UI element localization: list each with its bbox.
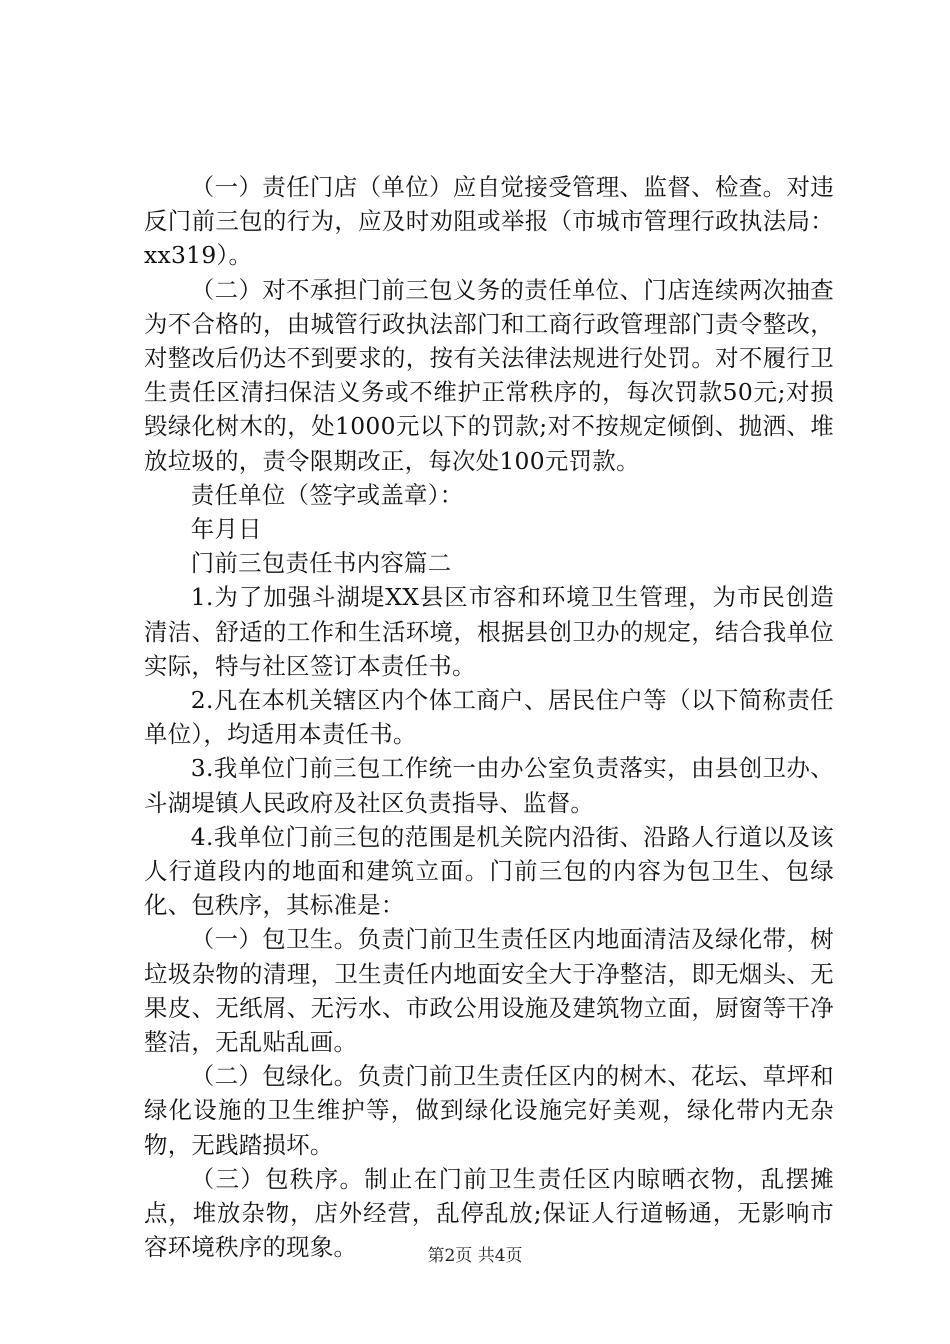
document-body — [144, 170, 834, 1265]
paragraph-item-4: 4.我单位门前三包的范围是机关院内沿街、沿路人行道以及该人行道段内的地面和建筑立面。门前三包的内容为包卫生、包绿化、包秩序，其标准是： — [144, 822, 834, 920]
paragraph-item-2: 2.凡在本机关辖区内个体工商户、居民住户等（以下简称责任单位），均适用本责任书。 — [144, 686, 834, 749]
signature-line: 责任单位（签字或盖章）： — [190, 480, 464, 509]
paragraph-penalty-1: （一）责任门店（单位）应自觉接受管理、监督、检查。对违反门前三包的行为，应及时劝阻或举报（市城市管理行政执法局：xx319）。 — [144, 173, 834, 270]
section-heading: 门前三包责任书内容篇二 — [190, 549, 452, 578]
paragraph-greening: （二）包绿化。负责门前卫生责任区内的树木、花坛、草坪和绿化设施的卫生维护等，做到绿化设施完好美观，绿化带内无杂物，无践踏损坏。 — [144, 1062, 834, 1159]
paragraph-sanitation: （一）包卫生。负责门前卫生责任区内地面清洁及绿化带，树垃圾杂物的清理，卫生责任内地面安全大于净整洁，即无烟头、无果皮、无纸屑、无污水、市政公用设施及建筑物立面，厨窗等干净整洁，无乱贴乱画。 — [144, 925, 834, 1057]
date-line: 年月日 — [190, 515, 262, 544]
paragraph-order: （三）包秩序。制止在门前卫生责任区内晾晒衣物，乱摆摊点，堆放杂物，店外经营，乱停乱放;保证人行道畅通，无影响市容环境秩序的现象。 — [144, 1164, 834, 1262]
page-number-footer: 第2页 共4页 — [427, 1246, 523, 1266]
paragraph-item-1: 1.为了加强斗湖堤XX县区市容和环境卫生管理，为市民创造清洁、舒适的工作和生活环境，根据县创卫办的规定，结合我单位实际，特与社区签订本责任书。 — [144, 583, 834, 680]
paragraph-penalty-2: （二）对不承担门前三包义务的责任单位、门店连续两次抽查为不合格的，由城管行政执法部门和工商行政管理部门责令整改，对整改后仍达不到要求的，按有关法律法规进行处罚。对不履行卫生责任区清扫保洁义务或不维护正常秩序的，每次罚款50元;对损毁绿化树木的，处1000元以下的罚款;对不按规定倾倒、抛洒、堆放垃圾的，责令限期改正，每次处100元罚款。 — [144, 275, 834, 475]
paragraph-item-3: 3.我单位门前三包工作统一由办公室负责落实，由县创卫办、斗湖堤镇人民政府及社区负责指导、监督。 — [144, 754, 834, 817]
